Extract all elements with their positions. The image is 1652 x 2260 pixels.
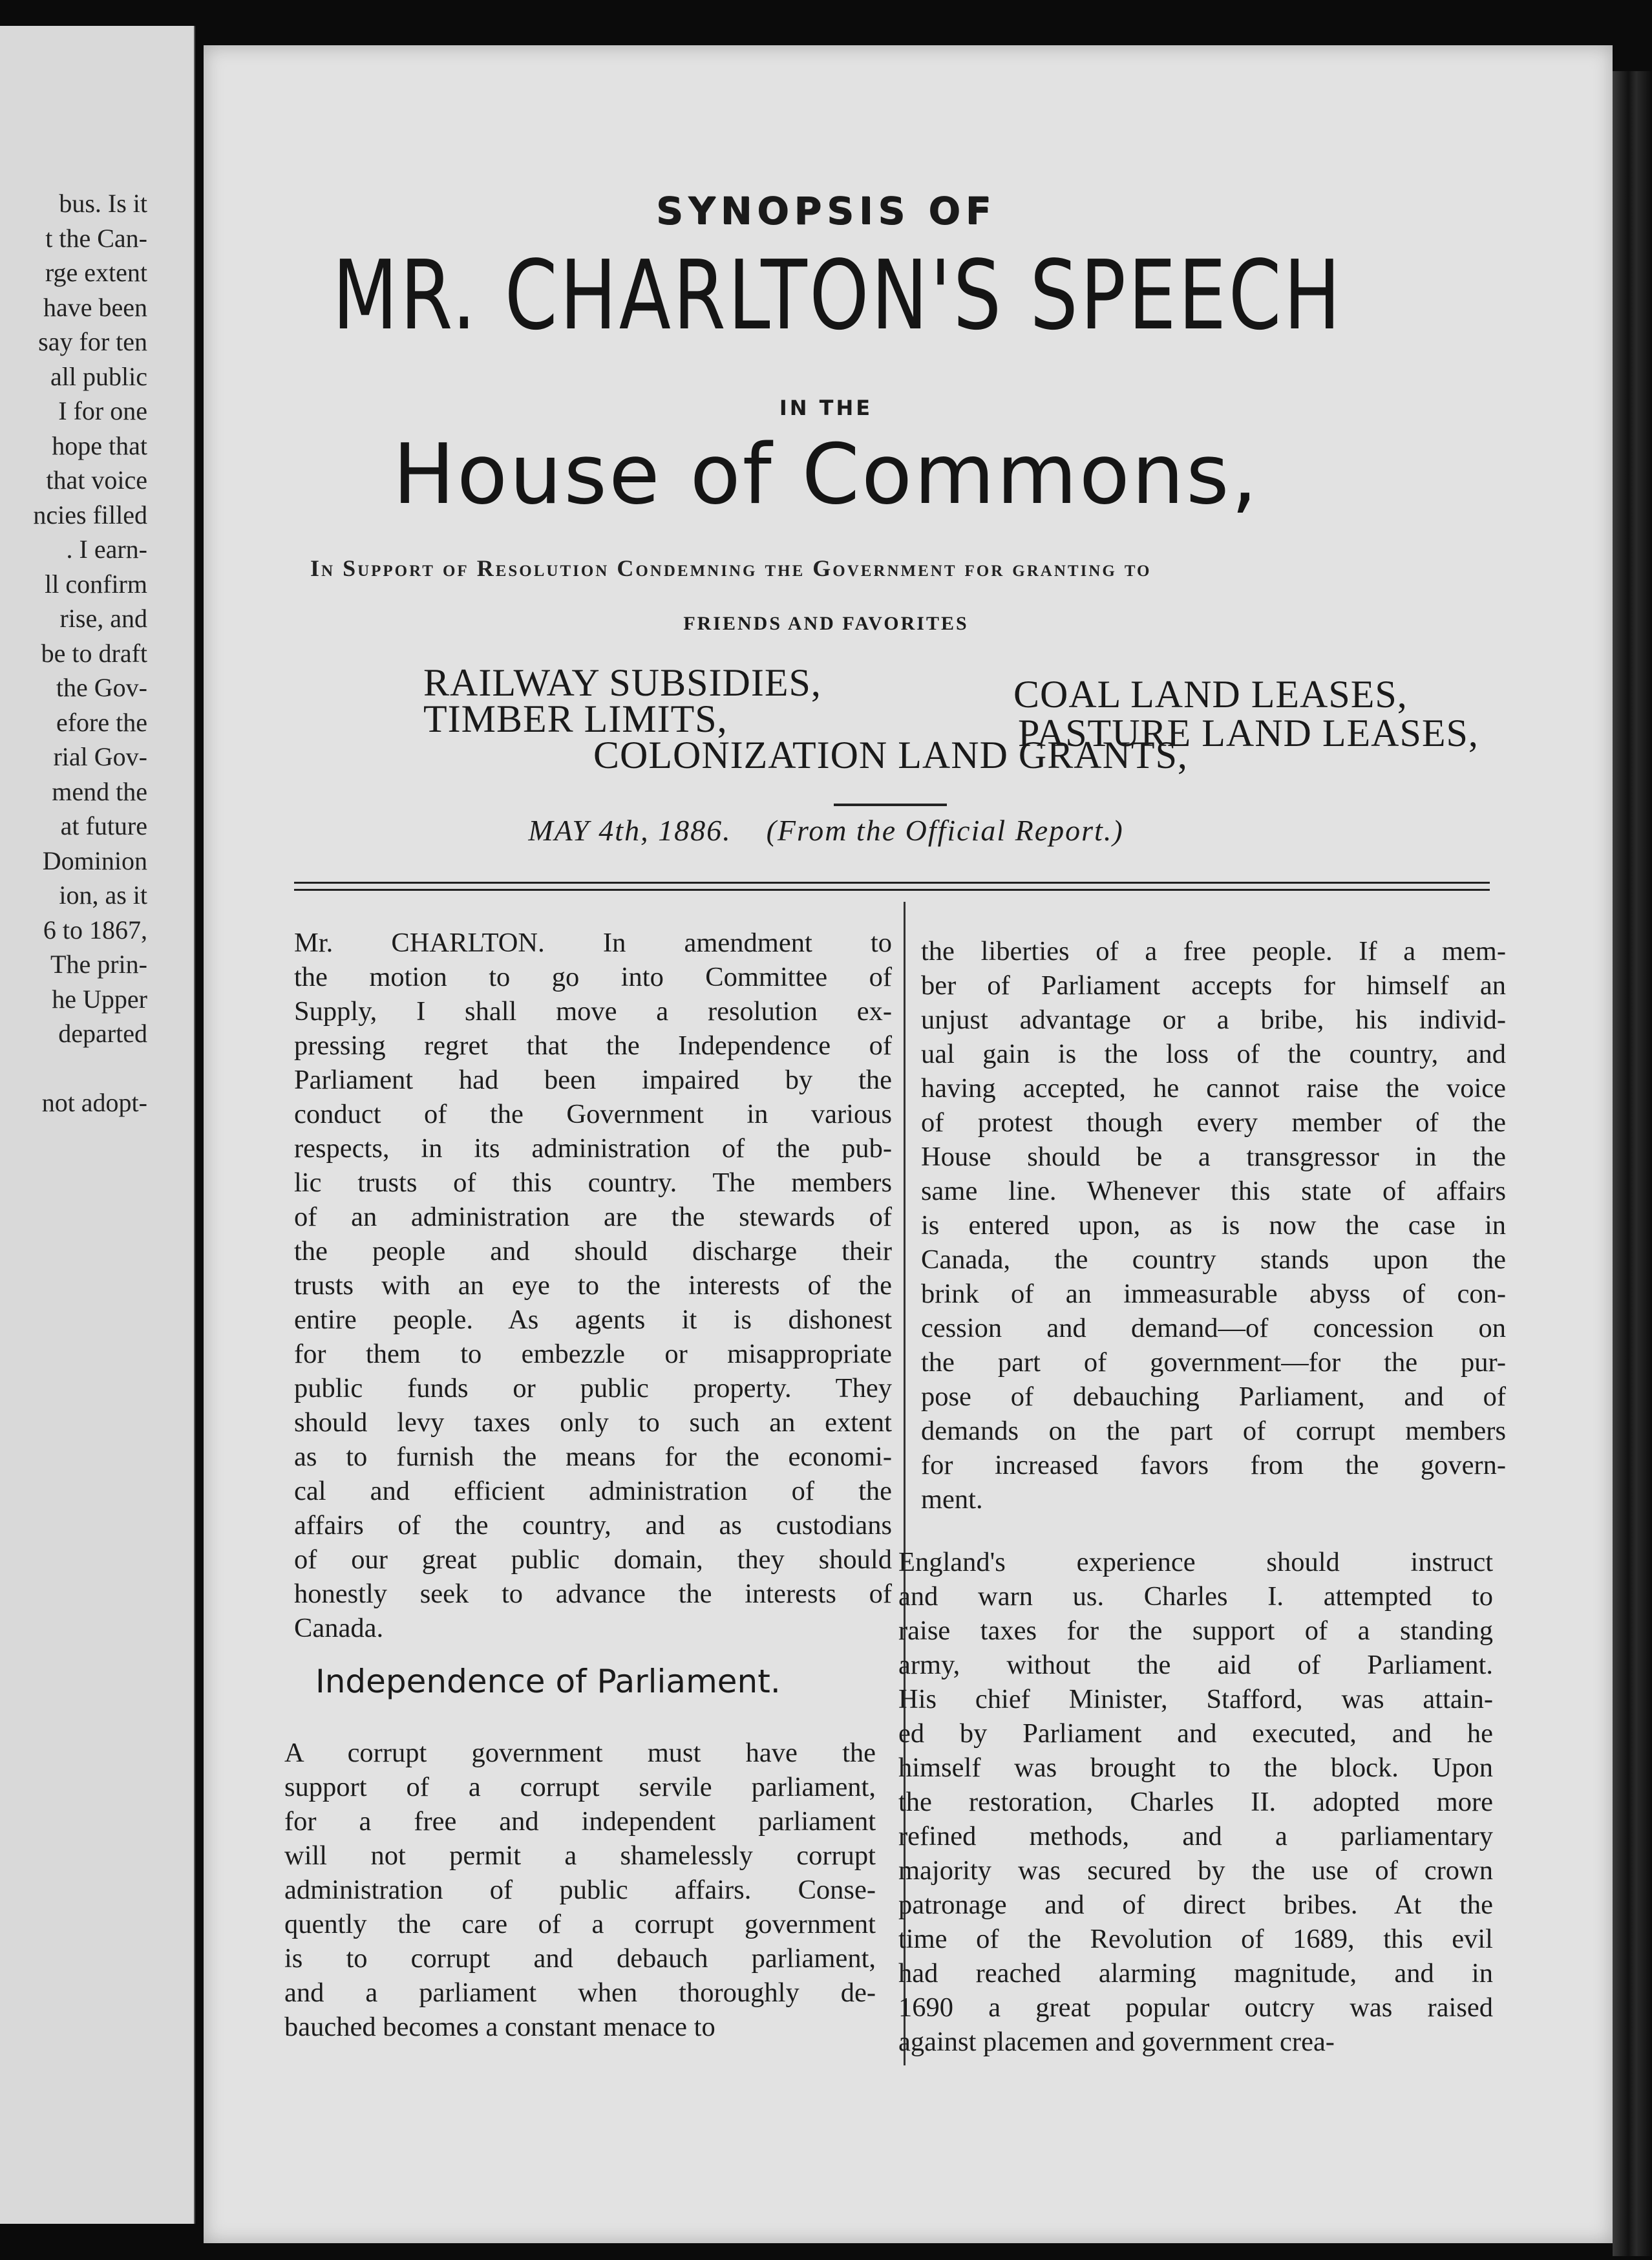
text-line: cal and efficient administration of the [294, 1476, 892, 1506]
section-heading-independence: Independence of Parliament. [315, 1663, 781, 1700]
facing-page-line: I for one [58, 396, 147, 425]
text-line: pressing regret that the Independence of [294, 1030, 892, 1061]
facing-page-line: bus. Is it [59, 189, 147, 218]
text-line: refined methods, and a parliamentary [898, 1821, 1493, 1851]
text-line: the restoration, Charles II. adopted more [898, 1787, 1493, 1817]
text-line: the people and should discharge their [294, 1236, 892, 1266]
text-line: himself was brought to the block. Upon [898, 1753, 1493, 1783]
text-line: time of the Revolution of 1689, this evil [898, 1924, 1493, 1954]
facing-page-line: The prin- [50, 950, 147, 979]
text-line: ual gain is the loss of the country, and [921, 1039, 1506, 1069]
facing-page-line: have been [43, 292, 147, 322]
facing-page-line: . I earn- [66, 535, 147, 564]
text-line: 1690 a great popular outcry was raised [898, 1992, 1493, 2023]
text-line: patronage and of direct bribes. At the [898, 1890, 1493, 1920]
text-line: the motion to go into Committee of [294, 962, 892, 992]
text-line: Supply, I shall move a resolution ex- [294, 996, 892, 1027]
text-line: had reached alarming magnitude, and in [898, 1958, 1493, 1988]
text-line: A corrupt government must have the [284, 1738, 876, 1768]
facing-page-line: he Upper [52, 984, 147, 1014]
item-coal-land-leases: COAL LAND LEASES, [1013, 673, 1408, 716]
item-colonization-land-grants: COLONIZATION LAND GRANTS, [593, 734, 1188, 776]
facing-page-line: departed [58, 1019, 147, 1048]
text-line: cession and demand—of concession on [921, 1313, 1506, 1343]
date-line [0, 813, 1652, 848]
text-line: ed by Parliament and executed, and he [898, 1718, 1493, 1749]
text-line: for them to embezzle or misappropriate [294, 1339, 892, 1369]
friends-favorites-line: FRIENDS AND FAVORITES [683, 613, 969, 634]
text-line: and a parliament when thoroughly de- [284, 1978, 876, 2008]
text-line: administration of public affairs. Conse- [284, 1875, 876, 1905]
text-line: having accepted, he cannot raise the voice [921, 1073, 1506, 1103]
text-line: raise taxes for the support of a standing [898, 1615, 1493, 1646]
text-line: honestly seek to advance the interests of [294, 1579, 892, 1609]
text-line: and warn us. Charles I. attempted to [898, 1581, 1493, 1612]
text-line: same line. Whenever this state of affairs [921, 1176, 1506, 1206]
text-line: bauched becomes a constant menace to [284, 2012, 715, 2042]
facing-page-line: that voice [46, 465, 147, 495]
facing-page-line: ion, as it [59, 880, 147, 910]
short-divider [834, 804, 947, 806]
right-column-text [921, 934, 1506, 1517]
item-railway-subsidies: RAILWAY SUBSIDIES, [423, 661, 821, 704]
text-line: as to furnish the means for the economi- [294, 1442, 892, 1472]
facing-page-line: ll confirm [45, 569, 147, 599]
facing-page-line: at future [60, 811, 147, 840]
facing-page-line: rise, and [59, 604, 147, 633]
facing-page-line: rge extent [45, 258, 147, 287]
facing-page-line: be to draft [41, 638, 147, 668]
text-line: respects, in its administration of the pub- [294, 1133, 892, 1164]
text-line: unjust advantage or a bribe, his individ- [921, 1005, 1506, 1035]
text-line: House should be a transgressor in the [921, 1142, 1506, 1172]
text-line: Mr. CHARLTON. In amendment to [294, 928, 892, 958]
text-line: is to corrupt and debauch parliament, [284, 1943, 876, 1974]
facing-page-fragment [0, 26, 195, 2224]
support-resolution-line: In Support of Resolution Condemning the Government for granting to [310, 555, 1152, 581]
facing-page-line: mend the [52, 776, 147, 806]
text-line: majority was secured by the use of crown [898, 1855, 1493, 1886]
text-line: demands on the part of corrupt members [921, 1416, 1506, 1446]
left-column-text-2 [284, 1736, 876, 2044]
left-column-text [294, 926, 892, 1645]
right-column-text-2 [898, 1545, 1493, 2059]
speech-title: MR. CHARLTON'S SPEECH [332, 240, 1343, 351]
speech-date: MAY 4th, 1886. [528, 814, 732, 847]
text-line: public funds or public property. They [294, 1373, 892, 1403]
facing-page-line: Dominion [42, 846, 147, 875]
text-line: pose of debauching Parliament, and of [921, 1381, 1506, 1412]
text-line: ment. [921, 1484, 983, 1515]
text-line: will not permit a shamelessly corrupt [284, 1840, 876, 1871]
source-note: (From the Official Report.) [766, 814, 1124, 847]
text-line: quently the care of a corrupt government [284, 1909, 876, 1939]
facing-page-line: rial Gov- [53, 742, 147, 771]
text-line: entire people. As agents it is dishonest [294, 1305, 892, 1335]
facing-page-line: the Gov- [56, 673, 147, 702]
facing-page-line: t the Can- [45, 223, 147, 253]
text-line: is entered upon, as is now the case in [921, 1210, 1506, 1241]
double-rule-divider [294, 882, 1490, 891]
facing-page-line: all public [50, 361, 147, 391]
synopsis-heading: SYNOPSIS OF [655, 189, 997, 233]
text-line: lic trusts of this country. The members [294, 1167, 892, 1198]
facing-page-line: not adopt- [41, 1088, 147, 1117]
item-timber-limits: TIMBER LIMITS, [423, 698, 728, 740]
text-line: the part of government—for the pur- [921, 1347, 1506, 1378]
facing-page-line: 6 to 1867, [43, 915, 147, 944]
text-line: should levy taxes only to such an extent [294, 1407, 892, 1438]
text-line: Canada, the country stands upon the [921, 1244, 1506, 1275]
text-line: support of a corrupt servile parliament, [284, 1772, 876, 1802]
text-line: trusts with an eye to the interests of the [294, 1270, 892, 1301]
text-line: Parliament had been impaired by the [294, 1065, 892, 1095]
facing-page-line: say for ten [38, 327, 147, 356]
text-line: conduct of the Government in various [294, 1099, 892, 1129]
text-line: for increased favors from the govern- [921, 1450, 1506, 1480]
text-line: England's experience should instruct [898, 1547, 1493, 1577]
text-line: of an administration are the stewards of [294, 1202, 892, 1232]
item-pasture-land-leases: PASTURE LAND LEASES, [1018, 712, 1479, 754]
text-line: Canada. [294, 1613, 384, 1643]
in-the-label: IN THE [779, 396, 873, 420]
text-line: of our great public domain, they should [294, 1544, 892, 1575]
facing-page-line: efore the [56, 707, 147, 737]
text-line: brink of an immeasurable abyss of con- [921, 1279, 1506, 1309]
text-line: of protest though every member of the [921, 1107, 1506, 1138]
facing-page-line: hope that [52, 431, 147, 460]
text-line: affairs of the country, and as custodians [294, 1510, 892, 1540]
text-line: His chief Minister, Stafford, was attain- [898, 1684, 1493, 1714]
facing-page-line: ncies filled [33, 500, 147, 529]
text-line: ber of Parliament accepts for himself an [921, 970, 1506, 1001]
text-line: the liberties of a free people. If a mem- [921, 936, 1506, 966]
text-line: army, without the aid of Parliament. [898, 1650, 1493, 1680]
text-line: against placemen and government crea- [898, 2027, 1335, 2057]
house-of-commons-title: House of Commons, [392, 427, 1260, 523]
text-line: for a free and independent parliament [284, 1806, 876, 1837]
